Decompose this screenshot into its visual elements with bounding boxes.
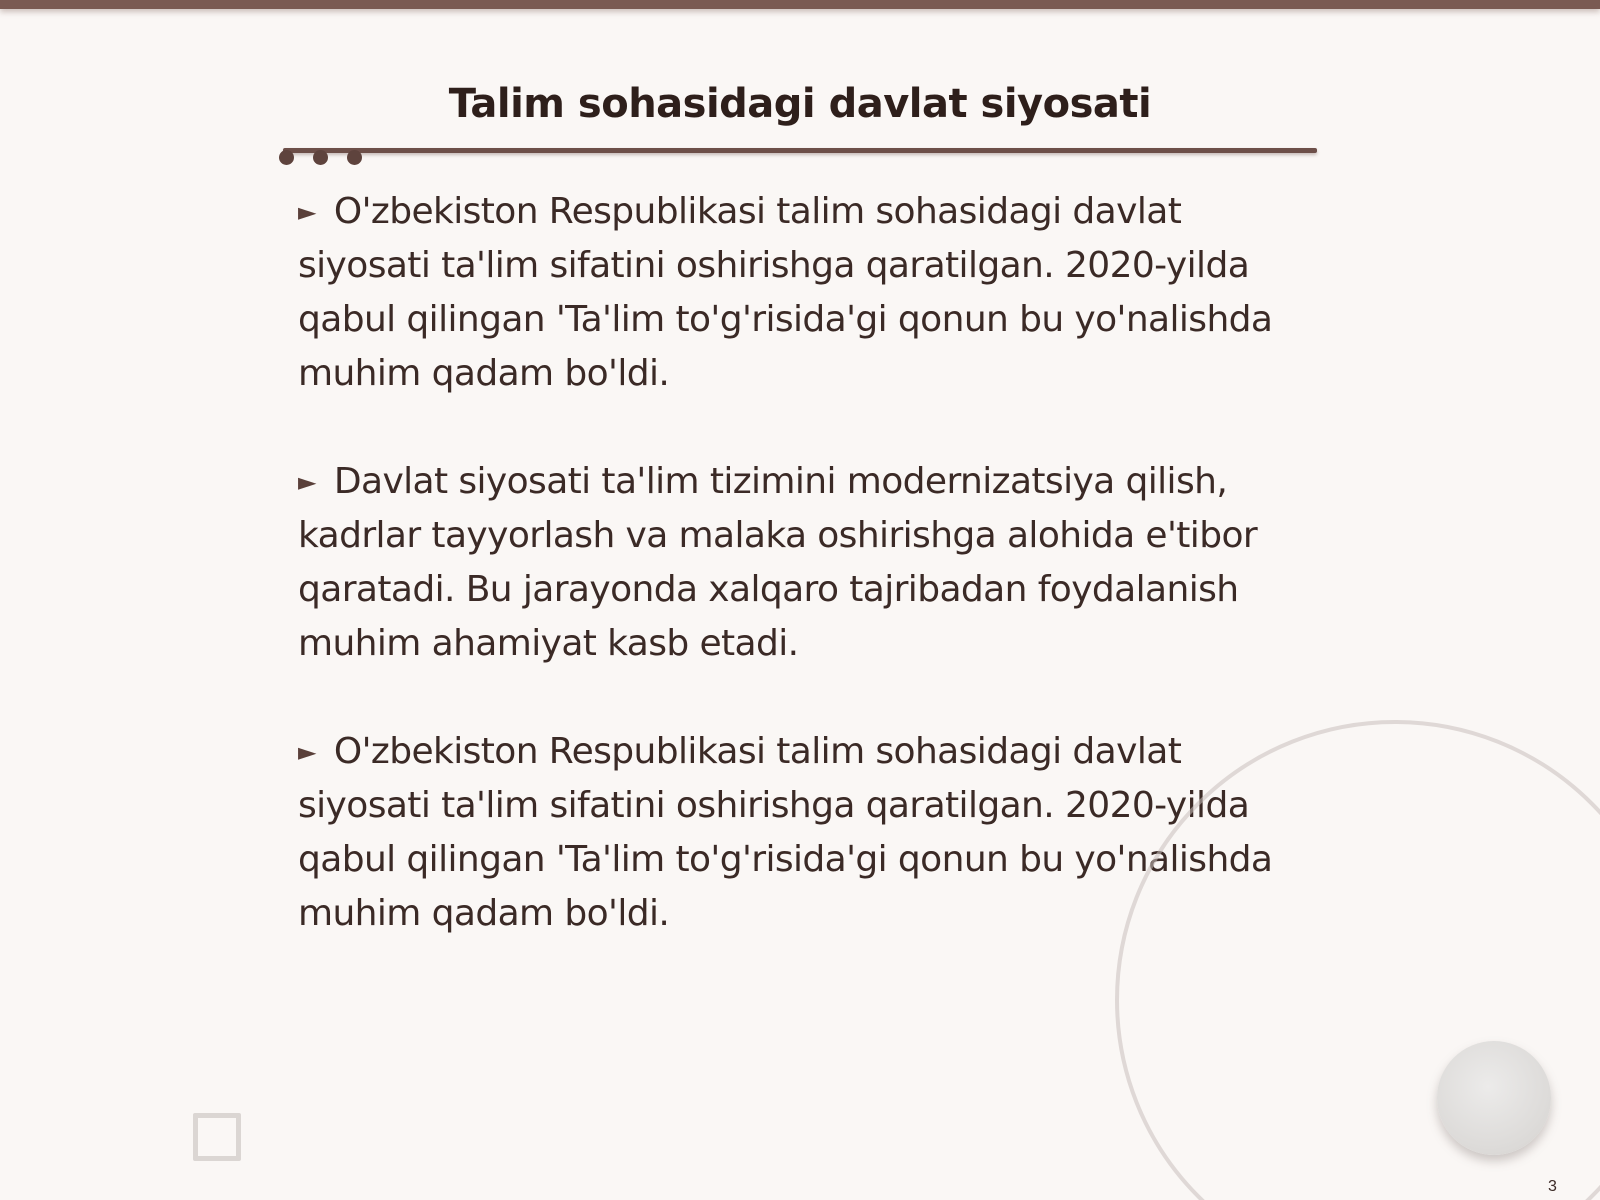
bullet-text-2: Davlat siyosati ta'lim tizimini modernizatsiya qilish, kadrlar tayyorlash va malaka oshirishga alohida e'tibor qaratadi. Bu jarayonda xalqaro tajribadan foydalanish muhim ahamiyat kasb etadi. [298,461,1258,664]
triangle-bullet-icon: ► [298,468,316,496]
slide-title: Talim sohasidagi davlat siyosati [448,81,1152,127]
page-number: 3 [1548,1178,1557,1195]
underline-dot-2 [313,150,328,165]
title-underline [283,148,1317,153]
triangle-bullet-icon: ► [298,198,316,226]
bullet-item-2 [298,455,1308,671]
bullet-text-3: O'zbekiston Respublikasi talim sohasidagi davlat siyosati ta'lim sifatini oshirishga qaratilgan. 2020-yilda qabul qilingan 'Ta'lim to'g'risida'gi qonun bu yo'nalishda muhim qadam bo'ldi. [298,731,1273,934]
decorative-disc [1437,1041,1551,1155]
top-accent-band [0,0,1600,9]
decorative-square [193,1113,241,1161]
triangle-bullet-icon: ► [298,738,316,766]
underline-dot-1 [279,150,294,165]
bullet-item-1 [298,185,1308,401]
bullet-text-1: O'zbekiston Respublikasi talim sohasidagi davlat siyosati ta'lim sifatini oshirishga qaratilgan. 2020-yilda qabul qilingan 'Ta'lim to'g'risida'gi qonun bu yo'nalishda muhim qadam bo'ldi. [298,191,1273,394]
underline-dot-3 [347,150,362,165]
